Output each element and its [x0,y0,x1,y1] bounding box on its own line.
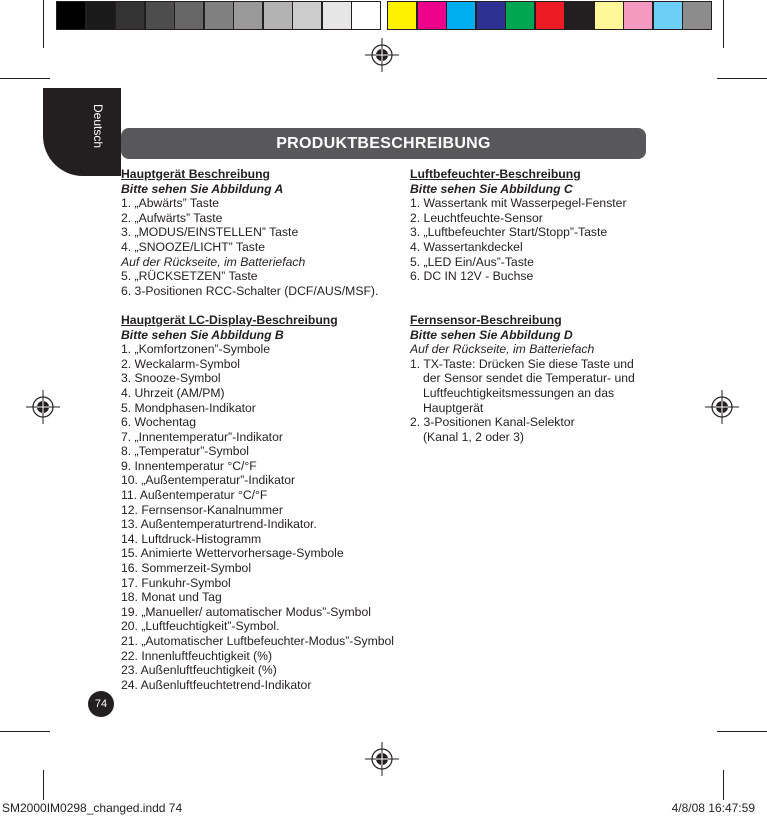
left-column [121,167,394,692]
date-slug: 4/8/08 16:47:59 [671,801,755,815]
color-swatch [115,1,145,30]
color-swatch [233,1,263,30]
language-tab [43,88,121,176]
list-item: 1. Wassertank mit Wasserpegel-Fenster [410,196,627,211]
list-item: 1. TX-Taste: Drücken Sie diese Taste und [410,356,634,371]
list-item: 9. Innentemperatur °C/°F [121,458,257,473]
color-swatch [417,1,447,30]
list-item: 19. „Manueller/ automatischer Modus”-Symbol [121,604,371,619]
list-item: 2. 3-Positionen Kanal-Selektor [410,415,575,430]
list-item: 20. „Luftfeuchtigkeit”-Symbol. [121,619,280,634]
list-item: 15. Animierte Wettervorhersage-Symbole [121,546,344,561]
section-heading: Fernsensor-Beschreibung [410,312,562,327]
color-swatch [653,1,683,30]
item-list [410,415,635,444]
list-item: 8. „Temperatur”-Symbol [121,444,250,459]
color-swatch [204,1,234,30]
color-swatch [322,1,352,30]
color-swatch [174,1,204,30]
item-list [410,196,635,284]
page-number: 74 [88,691,114,717]
color-swatch [387,1,417,30]
list-item: 21. „Automatischer Luftbefeuchter-Modus”-Symbol [121,634,394,648]
list-item: 7. „Innentemperatur”-Indikator [121,429,283,444]
list-item: Hauptgerät [423,400,484,415]
color-swatch [145,1,175,30]
section-note: Auf der Rückseite, im Batteriefach [410,342,595,357]
list-item: 16. Sommerzeit-Symbol [121,561,252,576]
color-swatch [56,1,86,30]
list-item: 13. Außentemperaturtrend-Indikator. [121,517,317,532]
list-item: 1. „Abwärts” Taste [121,196,219,211]
registration-mark-icon [365,38,399,72]
item-list [121,196,394,254]
list-item: 6. Wochentag [121,415,196,430]
list-item: (Kanal 1, 2 oder 3) [423,429,524,444]
list-item: 12. Fernsensor-Kanalnummer [121,502,283,517]
file-slug: SM2000IM0298_changed.indd 74 [2,801,183,815]
color-swatch [682,1,712,30]
section-subheading: Bitte sehen Sie Abbildung A [121,181,284,196]
list-item: 5. „LED Ein/Aus”-Taste [410,254,534,269]
section-subheading: Bitte sehen Sie Abbildung D [410,327,573,342]
item-list [121,342,394,692]
item-list [410,357,635,415]
list-item: 2. Weckalarm-Symbol [121,356,240,371]
section-heading: Hauptgerät Beschreibung [121,167,270,181]
list-item: 10. „Außentemperatur”-Indikator [121,473,296,488]
color-swatch [446,1,476,30]
color-swatch [564,1,594,30]
list-item: 4. Wassertankdeckel [410,239,523,254]
list-item: 2. „Aufwärts” Taste [121,210,223,225]
color-swatch [594,1,624,30]
section-heading: Hauptgerät LC-Display-Beschreibung [121,312,338,327]
section-subheading: Bitte sehen Sie Abbildung B [121,327,284,342]
list-item: 5. Mondphasen-Indikator [121,400,256,415]
list-item: 3. „Luftbefeuchter Start/Stopp”-Taste [410,225,608,240]
color-swatch [535,1,565,30]
list-item: 3. „MODUS/EINSTELLEN” Taste [121,225,299,240]
item-list [121,269,394,298]
registration-mark-icon [705,390,739,424]
list-item: 4. „SNOOZE/LICHT” Taste [121,239,266,254]
section-banner [121,128,646,159]
list-item: 3. Snooze-Symbol [121,371,221,386]
registration-mark-icon [365,742,399,776]
color-swatch [623,1,653,30]
list-item: 1. „Komfortzonen”-Symbole [121,342,271,357]
list-item: 22. Innenluftfeuchtigkeit (%) [121,648,273,663]
language-tab-label: Deutsch [91,104,105,149]
color-swatch [86,1,116,30]
list-item: 6. 3-Positionen RCC-Schalter (DCF/AUS/MSF). [121,283,379,298]
color-swatch [476,1,506,30]
list-item: 2. Leuchtfeuchte-Sensor [410,210,543,225]
list-item: 14. Luftdruck-Histogramm [121,531,262,546]
color-swatch [263,1,293,30]
list-item: 17. Funkuhr-Symbol [121,575,231,590]
list-item: der Sensor sendet die Temperatur- und [423,371,635,386]
section-heading: Luftbefeuchter-Beschreibung [410,167,581,181]
list-item: 4. Uhrzeit (AM/PM) [121,385,225,400]
list-item: 24. Außenluftfeuchtetrend-Indikator [121,677,312,692]
list-item: 5. „RÜCKSETZEN” Taste [121,269,258,284]
list-item: 6. DC IN 12V - Buchse [410,269,534,284]
color-swatch [351,1,381,30]
list-item: 23. Außenluftfeuchtigkeit (%) [121,663,277,678]
color-swatch [292,1,322,30]
list-item: Luftfeuchtigkeitsmessungen an das [423,385,615,400]
right-column [410,167,635,444]
section-subheading: Bitte sehen Sie Abbildung C [410,181,573,196]
color-swatch [505,1,535,30]
registration-mark-icon [26,390,60,424]
section-note: Auf der Rückseite, im Batteriefach [121,254,306,269]
list-item: 11. Außentemperatur °C/°F [121,488,268,503]
page-title: PRODUKTBESCHREIBUNG [276,134,491,152]
list-item: 18. Monat und Tag [121,590,222,605]
